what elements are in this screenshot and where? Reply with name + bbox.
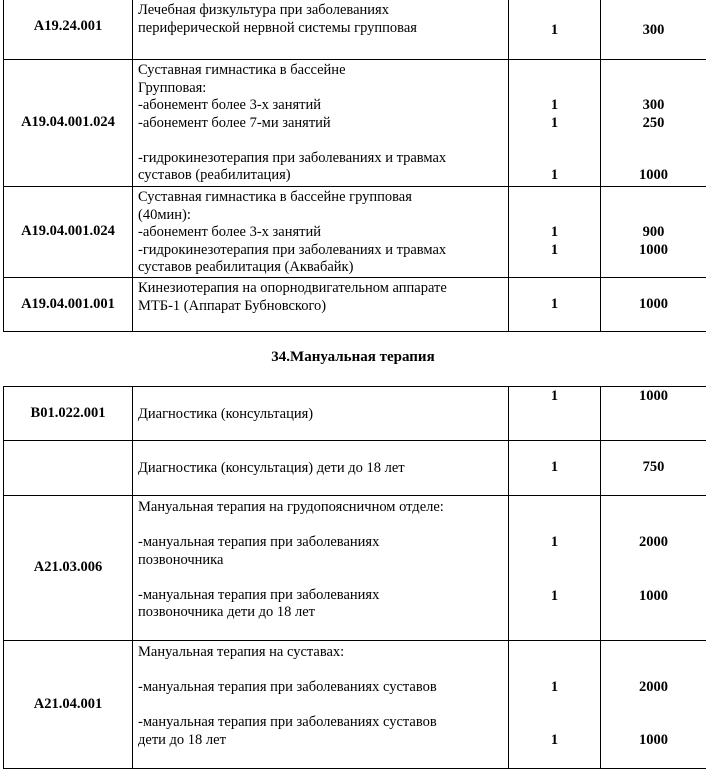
- service-description: [133, 496, 509, 641]
- service-code: B01.022.001: [4, 387, 133, 441]
- description-line: -мануальная терапия при заболеваниях: [138, 534, 380, 550]
- description-line: [138, 132, 508, 150]
- table-row: [4, 641, 706, 769]
- quantity-value: 1: [550, 224, 559, 240]
- quantity-value: 1: [550, 97, 559, 113]
- description-line: Мануальная терапия на суставах:: [138, 644, 345, 660]
- service-code: A21.03.006: [4, 496, 133, 641]
- service-price: [601, 441, 706, 496]
- description-line: позвоночника дети до 18 лет: [138, 604, 315, 620]
- service-quantity: [509, 387, 601, 441]
- quantity-value: 1: [550, 731, 559, 748]
- description-line: Кинезиотерапия на опорнодвигательном аппарате: [138, 280, 447, 296]
- description-line: Групповая:: [138, 79, 207, 96]
- description-line: Суставная гимнастика в бассейне: [138, 62, 346, 78]
- service-quantity: [509, 187, 601, 278]
- service-price: [601, 187, 706, 278]
- service-price: [601, 0, 706, 60]
- price-value: 250: [642, 114, 665, 131]
- price-value: 300: [642, 97, 665, 113]
- description-line: -мануальная терапия при заболеваниях суставов: [138, 714, 437, 730]
- service-price: [601, 641, 706, 769]
- description-line: дети до 18 лет: [138, 731, 226, 748]
- description-line: суставов (реабилитация): [138, 167, 291, 183]
- quantity-value: 1: [550, 241, 559, 258]
- table-row: [4, 278, 706, 332]
- service-code: A19.24.001: [4, 0, 133, 60]
- price-value: 1000: [639, 295, 668, 312]
- service-description: [133, 187, 509, 278]
- service-code: A19.04.001.024: [4, 187, 133, 278]
- service-price: [601, 60, 706, 187]
- quantity-value: 1: [550, 588, 559, 604]
- price-value: 1000: [639, 241, 668, 258]
- service-quantity: [509, 441, 601, 496]
- service-code: [4, 441, 133, 496]
- service-quantity: [509, 278, 601, 332]
- service-quantity: [509, 496, 601, 641]
- description-line: -мануальная терапия при заболеваниях суставов: [138, 679, 437, 695]
- price-value: 1000: [639, 588, 668, 604]
- price-value: 1000: [639, 388, 668, 404]
- quantity-value: 1: [550, 534, 559, 550]
- description-line: периферической нервной системы групповая: [138, 19, 417, 36]
- description-line: Мануальная терапия на грудопоясничном отделе:: [138, 499, 444, 515]
- description-line: МТБ-1 (Аппарат Бубновского): [138, 297, 327, 314]
- service-price: [601, 496, 706, 641]
- service-description: [133, 641, 509, 769]
- service-code: A21.04.001: [4, 641, 133, 769]
- service-code: A19.04.001.001: [4, 278, 133, 332]
- service-description: [133, 278, 509, 332]
- service-description: [133, 387, 509, 441]
- price-value: 900: [642, 224, 665, 240]
- service-code: A19.04.001.024: [4, 60, 133, 187]
- table-row: [4, 60, 706, 187]
- service-description: [133, 441, 509, 496]
- description-line: позвоночника: [138, 551, 224, 568]
- quantity-value: 1: [550, 21, 559, 38]
- services-table-1: [3, 0, 706, 332]
- table-row: [4, 496, 706, 641]
- section-title: 34.Мануальная терапия: [271, 349, 435, 365]
- service-quantity: [509, 641, 601, 769]
- quantity-value: 1: [550, 167, 559, 183]
- description-line: суставов реабилитация (Аквабайк): [138, 259, 354, 275]
- description-line: -абонемент более 3-х занятий: [138, 224, 321, 240]
- service-price: [601, 278, 706, 332]
- table-row: [4, 387, 706, 441]
- price-value: 1000: [639, 731, 668, 748]
- description-line: Лечебная физкультура при заболеваниях: [138, 2, 389, 18]
- service-price: [601, 387, 706, 441]
- service-description: [133, 0, 509, 60]
- description-line: Суставная гимнастика в бассейне групповая: [138, 189, 412, 205]
- service-quantity: [509, 60, 601, 187]
- description-line: (40мин):: [138, 206, 191, 223]
- table-row: [4, 187, 706, 278]
- description-line: -абонемент более 7-ми занятий: [138, 114, 331, 131]
- service-quantity: [509, 0, 601, 60]
- price-value: 2000: [639, 534, 668, 550]
- quantity-value: 1: [550, 679, 559, 695]
- quantity-value: 1: [550, 114, 559, 131]
- price-value: 2000: [639, 679, 668, 695]
- description-line: -гидрокинезотерапия при заболеваниях и травмах: [138, 241, 447, 258]
- description-line: -абонемент более 3-х занятий: [138, 97, 321, 113]
- service-description: [133, 60, 509, 187]
- quantity-value: 1: [550, 295, 559, 312]
- price-value: 1000: [639, 167, 668, 183]
- price-value: 300: [642, 21, 665, 38]
- description-line: -мануальная терапия при заболеваниях: [138, 586, 380, 603]
- price-value: 750: [642, 459, 665, 476]
- quantity-value: 1: [550, 388, 559, 404]
- table-row: [4, 441, 706, 496]
- description-line: Диагностика (консультация): [138, 405, 314, 422]
- quantity-value: 1: [550, 459, 559, 476]
- description-line: -гидрокинезотерапия при заболеваниях и травмах: [138, 149, 447, 166]
- description-line: Диагностика (консультация) дети до 18 лет: [138, 460, 405, 477]
- table-row: [4, 0, 706, 60]
- services-table-2: [3, 386, 706, 769]
